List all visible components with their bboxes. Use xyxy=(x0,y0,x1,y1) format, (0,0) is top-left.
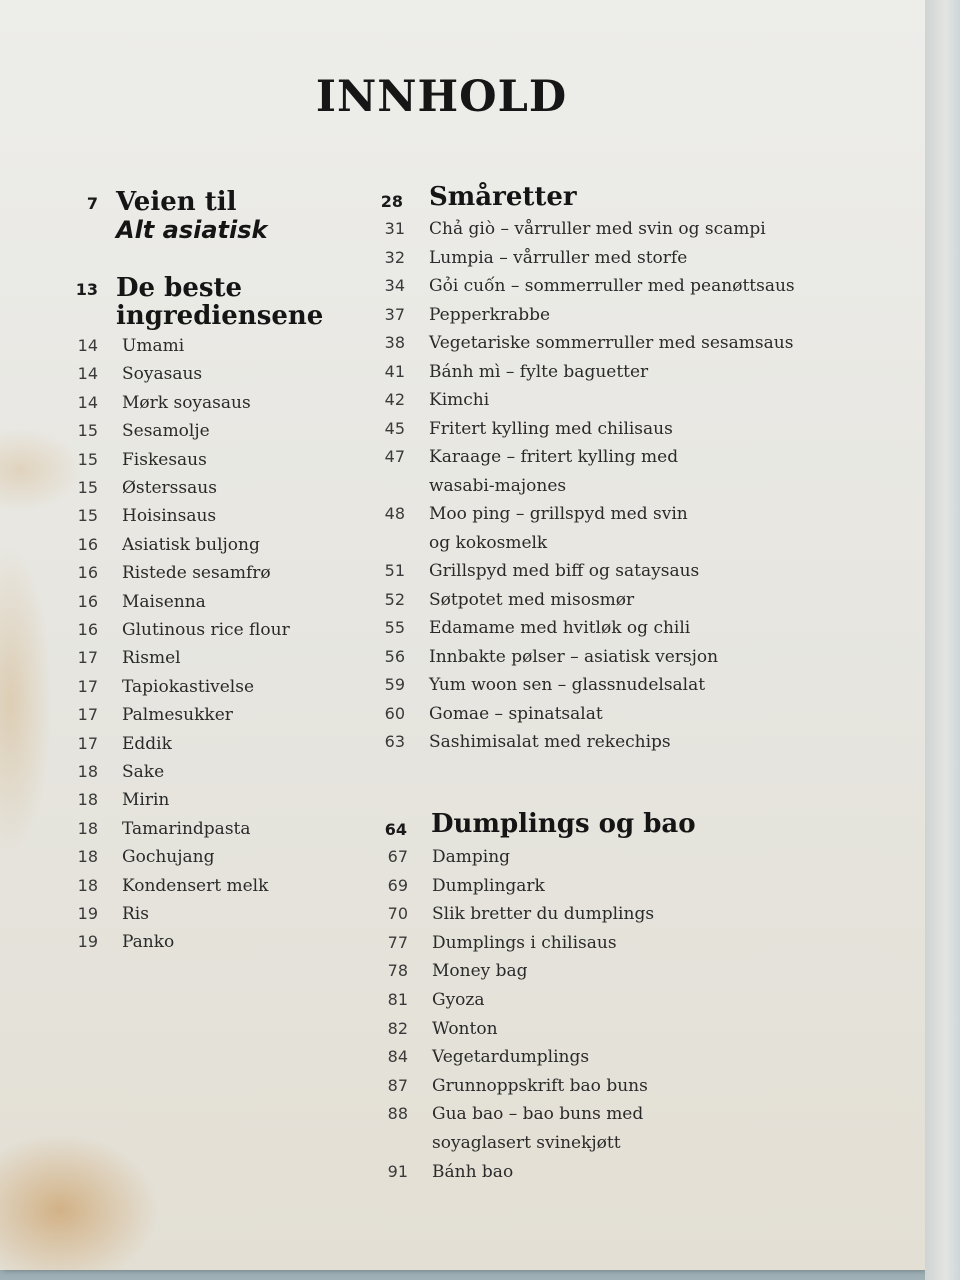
entry-title-line2: wasabi-majones xyxy=(429,475,567,496)
section-page-number: 13 xyxy=(75,280,98,299)
next-page-edge xyxy=(925,0,960,1280)
entry-page-number: 14 xyxy=(77,392,98,412)
entry-title: Slik bretter du dumplings xyxy=(432,904,655,925)
entry-title: Money bag xyxy=(432,961,528,982)
entry-page-number: 18 xyxy=(77,847,98,867)
entry-page-number: 17 xyxy=(77,676,98,696)
entry-title: Palmesukker xyxy=(122,705,233,726)
entry-page-number: 18 xyxy=(77,818,98,838)
entry-page-number: 41 xyxy=(384,361,405,381)
entry-title: Umami xyxy=(122,336,185,356)
entry-title: Dumplingark xyxy=(432,875,545,896)
entry-page-number: 42 xyxy=(384,390,405,409)
entry-page-number: 34 xyxy=(384,276,405,295)
entry-page-number: 17 xyxy=(77,733,98,753)
entry-page-number: 15 xyxy=(77,478,98,497)
entry-title: Edamame med hvitløk og chili xyxy=(429,618,691,638)
entry-title-line2: soyaglasert svinekjøtt xyxy=(432,1133,621,1153)
entry-title: Tapiokastivelse xyxy=(122,676,255,697)
entry-page-number: 70 xyxy=(387,904,408,924)
entry-title: Vegetariske sommerruller med sesamsaus xyxy=(429,333,794,353)
entry-page-number: 67 xyxy=(387,847,408,866)
entry-title: Søtpotet med misosmør xyxy=(429,589,635,610)
entry-title: Maisenna xyxy=(122,591,206,612)
entry-title: Wonton xyxy=(432,1018,498,1039)
section-heading-line2: Alt asiatisk xyxy=(116,216,268,244)
entry-title: Østerssaus xyxy=(122,478,217,498)
entry-title: Karaage – fritert kylling med xyxy=(429,447,679,467)
entry-page-number: 19 xyxy=(77,932,98,952)
page-title: INNHOLD xyxy=(315,72,568,122)
entry-page-number: 17 xyxy=(77,705,98,725)
section-page-number: 28 xyxy=(380,192,403,211)
entry-title: Soyasaus xyxy=(122,364,203,385)
entry-title: Bánh bao xyxy=(432,1161,514,1182)
entry-title: Dumplings i chilisaus xyxy=(432,932,617,953)
entry-page-number: 15 xyxy=(77,421,98,441)
entry-title: Tamarindpasta xyxy=(122,818,251,839)
entry-page-number: 60 xyxy=(384,703,405,723)
entry-page-number: 82 xyxy=(387,1018,408,1038)
entry-title-line2: og kokosmelk xyxy=(429,532,548,553)
entry-title: Innbakte pølser – asiatisk versjon xyxy=(429,646,719,667)
entry-page-number: 14 xyxy=(77,336,98,355)
entry-title: Gochujang xyxy=(122,847,215,868)
entry-title: Grunnoppskrift bao buns xyxy=(432,1075,648,1096)
entry-page-number: 19 xyxy=(77,904,98,923)
entry-title: Chả giò – vårruller med svin og scampi xyxy=(429,219,766,239)
entry-title: Kimchi xyxy=(429,390,490,410)
entry-title: Fritert kylling med chilisaus xyxy=(429,418,673,439)
entry-page-number: 18 xyxy=(77,875,98,895)
entry-title: Sake xyxy=(122,762,165,782)
entry-page-number: 78 xyxy=(387,961,408,981)
entry-title: Gyoza xyxy=(432,990,485,1010)
entry-page-number: 45 xyxy=(384,418,405,438)
entry-title: Fiskesaus xyxy=(122,449,207,470)
entry-page-number: 15 xyxy=(77,506,98,526)
entry-page-number: 55 xyxy=(384,618,405,637)
entry-title: Yum woon sen – glassnudelsalat xyxy=(429,675,706,695)
entry-title: Sashimisalat med rekechips xyxy=(429,732,671,752)
entry-title: Hoisinsaus xyxy=(122,506,217,527)
entry-title: Sesamolje xyxy=(122,421,210,442)
entry-title: Damping xyxy=(432,847,511,867)
entry-page-number: 51 xyxy=(384,561,405,580)
entry-title: Asiatisk buljong xyxy=(122,534,260,555)
entry-page-number: 17 xyxy=(77,648,98,668)
section-page-number: 7 xyxy=(86,194,98,213)
entry-title: Gomae – spinatsalat xyxy=(429,703,603,724)
entry-page-number: 14 xyxy=(77,364,98,384)
entry-title: Gỏi cuốn – sommerruller med peanøttsaus xyxy=(429,276,795,296)
entry-page-number: 69 xyxy=(387,875,408,895)
entry-title: Grillspyd med biff og sataysaus xyxy=(429,561,700,581)
entry-page-number: 59 xyxy=(384,675,405,694)
entry-title: Vegetardumplings xyxy=(432,1047,590,1068)
entry-page-number: 56 xyxy=(384,646,405,666)
entry-title: Bánh mì – fylte baguetter xyxy=(429,361,649,382)
entry-page-number: 84 xyxy=(387,1047,408,1067)
entry-title: Mirin xyxy=(122,790,170,811)
entry-page-number: 81 xyxy=(387,990,408,1009)
entry-title: Ris xyxy=(122,904,149,924)
entry-page-number: 15 xyxy=(77,449,98,469)
entry-page-number: 16 xyxy=(77,534,98,554)
entry-page-number: 31 xyxy=(384,219,405,238)
entry-page-number: 52 xyxy=(384,589,405,609)
section-heading-line2: ingrediensene xyxy=(116,301,324,331)
entry-page-number: 18 xyxy=(77,762,98,781)
entry-page-number: 47 xyxy=(384,447,405,466)
entry-title: Moo ping – grillspyd med svin xyxy=(429,504,688,524)
entry-title: Mørk soyasaus xyxy=(122,392,251,413)
section-heading: Dumplings og bao xyxy=(431,809,696,839)
entry-page-number: 91 xyxy=(387,1161,408,1181)
entry-page-number: 16 xyxy=(77,563,98,583)
entry-page-number: 16 xyxy=(77,591,98,611)
entry-page-number: 87 xyxy=(387,1075,408,1095)
entry-page-number: 32 xyxy=(384,247,405,267)
entry-title: Lumpia – vårruller med storfe xyxy=(429,247,688,268)
entry-title: Gua bao – bao buns med xyxy=(432,1104,644,1125)
entry-page-number: 88 xyxy=(387,1104,408,1124)
entry-title: Panko xyxy=(122,932,175,953)
section-heading: Veien til xyxy=(116,187,237,217)
entry-title: Rismel xyxy=(122,648,181,669)
entry-page-number: 18 xyxy=(77,790,98,810)
section-page-number: 64 xyxy=(384,820,407,839)
section-heading: De beste xyxy=(116,273,243,303)
entry-page-number: 48 xyxy=(384,504,405,523)
entry-title: Pepperkrabbe xyxy=(429,304,551,325)
entry-page-number: 16 xyxy=(77,620,98,639)
entry-page-number: 63 xyxy=(384,732,405,751)
entry-title: Ristede sesamfrø xyxy=(122,563,271,584)
entry-page-number: 37 xyxy=(384,304,405,324)
entry-title: Glutinous rice flour xyxy=(122,620,290,640)
section-heading: Småretter xyxy=(429,182,577,212)
entry-page-number: 77 xyxy=(387,932,408,952)
entry-title: Eddik xyxy=(122,733,172,754)
entry-page-number: 38 xyxy=(384,333,405,352)
entry-title: Kondensert melk xyxy=(122,875,269,896)
